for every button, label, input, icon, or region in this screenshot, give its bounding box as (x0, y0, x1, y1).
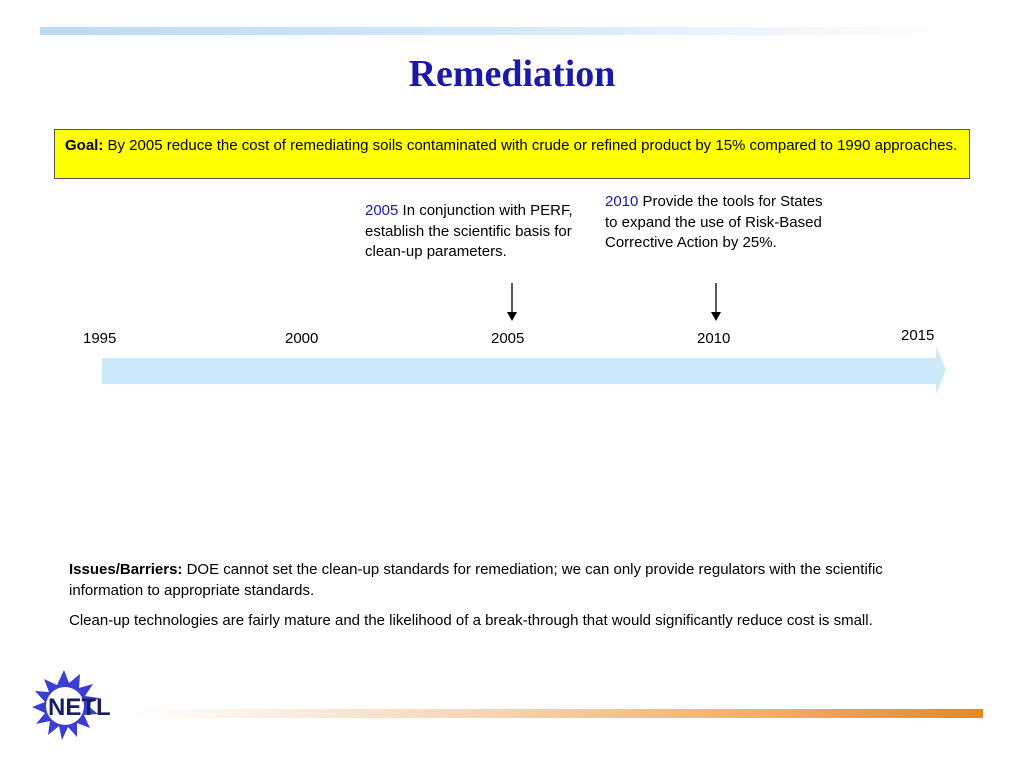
technologies-paragraph: Clean-up technologies are fairly mature and the likelihood of a break-through that would significantly reduce cost is small. (69, 612, 873, 629)
netl-logo-icon (24, 668, 134, 748)
issues-label: Issues/Barriers: (69, 561, 183, 578)
logo-text: NETL (48, 694, 111, 721)
milestone-2005-arrow-icon (506, 283, 518, 323)
timeline-tick-2005: 2005 (491, 330, 525, 347)
goal-label: Goal: (65, 137, 104, 154)
top-decorative-bar (40, 27, 940, 35)
timeline-tick-2000: 2000 (285, 330, 319, 347)
milestone-2005 (365, 201, 580, 263)
milestone-2010 (605, 192, 830, 254)
milestone-2010-arrow-icon (710, 283, 722, 323)
issues-text: DOE cannot set the clean-up standards for remediation; we can only provide regulators with the scientific information to appropriate standards. (69, 561, 883, 599)
issues-paragraph (69, 560, 949, 601)
milestone-2005-year: 2005 (365, 202, 399, 219)
timeline-tick-1995: 1995 (83, 330, 117, 347)
timeline-tick-2015: 2015 (901, 327, 935, 344)
goal-text: By 2005 reduce the cost of remediating soils contaminated with crude or refined product by 15% compared to 1990 approaches. (103, 137, 958, 154)
milestone-2005-text: In conjunction with PERF, establish the scientific basis for clean-up parameters. (365, 202, 573, 260)
issues-section (69, 560, 949, 642)
timeline-tick-2010: 2010 (697, 330, 731, 347)
milestone-2010-year: 2010 (605, 193, 639, 210)
timeline-arrow (100, 346, 950, 398)
goal-box (54, 129, 970, 179)
page-title: Remediation (408, 53, 616, 95)
bottom-decorative-bar (128, 709, 983, 718)
milestone-2010-text: Provide the tools for States to expand the use of Risk-Based Corrective Action by 25%. (605, 193, 823, 251)
